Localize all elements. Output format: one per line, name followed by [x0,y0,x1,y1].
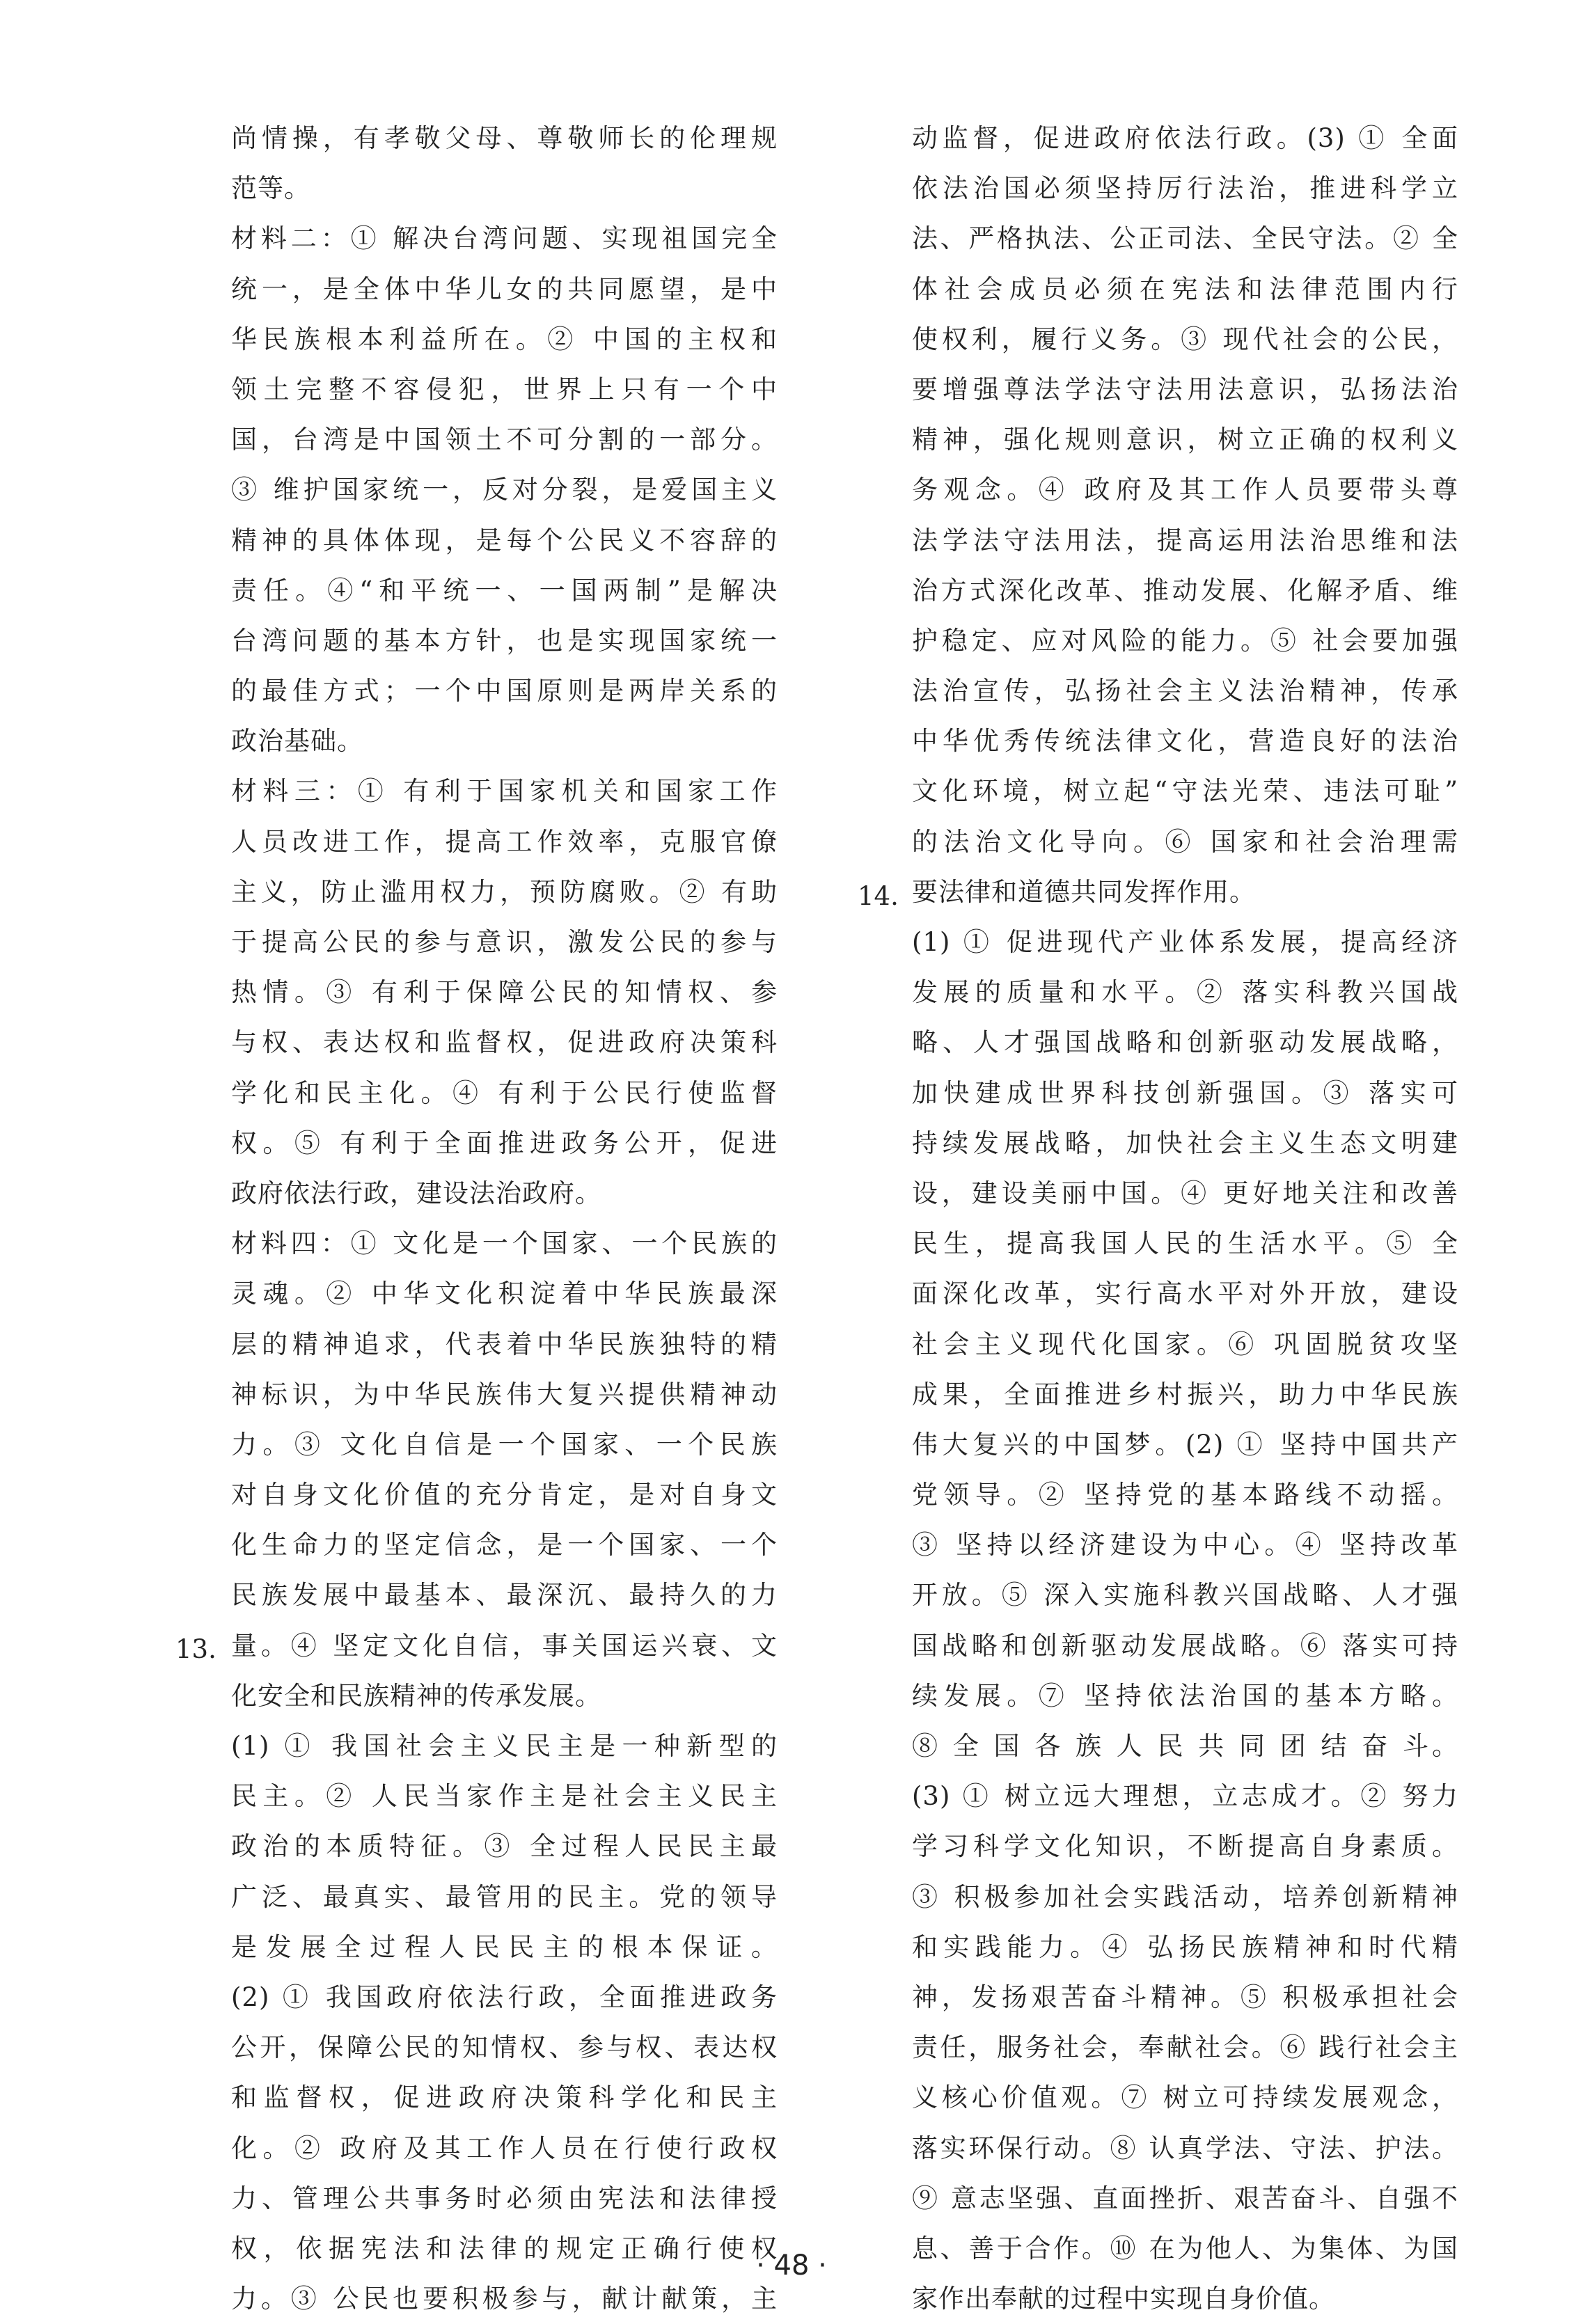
text-line: 家作出奉献的过程中实现自身价值。 [912,2284,1335,2314]
text-line: 热情。③ 有利于保障公民的知情权、参 [231,977,778,1008]
text-line: 化安全和民族精神的传承发展。 [231,1680,601,1711]
text-line: 务观念。④ 政府及其工作人员要带头尊 [912,475,1458,505]
text-line: 于提高公民的参与意识，激发公民的参与 [231,927,778,957]
text-line: 持续发展战略，加快社会主义生态文明建 [912,1128,1458,1158]
text-line: 精神，强化规则意识，树立正确的权利义 [912,425,1458,455]
text-line: ③ 坚持以经济建设为中心。④ 坚持改革 [912,1530,1458,1560]
text-line: 人员改进工作，提高工作效率，克服官僚 [231,826,778,857]
text-line: ⑧ 全 国 各 族 人 民 共 同 团 结 奋 斗。 [912,1731,1458,1761]
text-line: 国，台湾是中国领土不可分割的一部分。 [231,425,778,455]
text-line: 广泛、最真实、最管用的民主。党的领导 [231,1881,778,1912]
text-line: 护稳定、应对风险的能力。⑤ 社会要加强 [912,625,1458,656]
text-line: 成果，全面推进乡村振兴，助力中华民族 [912,1379,1458,1409]
text-line: 责任。④“和平统一、一国两制”是解决 [231,575,778,606]
text-line: 体社会成员必须在宪法和法律范围内行 [912,274,1458,304]
text-line: 息、善于合作。⑩ 在为他人、为集体、为国 [912,2233,1458,2263]
text-line: 化生命力的坚定信念，是一个国家、一个 [231,1530,778,1560]
text-line: 使权利，履行义务。③ 现代社会的公民， [912,324,1458,354]
page-number: · 48 · [756,2250,827,2282]
text-line: 政治的本质特征。③ 全过程人民民主最 [231,1831,778,1862]
text-line: 落实环保行动。⑧ 认真学法、守法、护法。 [912,2133,1458,2163]
text-line: 是发展全过程人民民主的根本保证。 [231,1931,778,1962]
text-line: 文化环境，树立起“守法光荣、违法可耻” [912,776,1458,807]
text-line: (1) ① 促进现代产业体系发展，提高经济 [912,927,1458,957]
text-line: 法、严格执法、公正司法、全民守法。② 全 [912,223,1458,254]
right-text-column [912,113,1458,2324]
text-line: 中华优秀传统法律文化，营造良好的法治 [912,726,1458,757]
text-line: 主义，防止滥用权力，预防腐败。② 有助 [231,876,778,907]
text-line: 社会主义现代化国家。⑥ 巩固脱贫攻坚 [912,1329,1458,1359]
text-line: 材料四：① 文化是一个国家、一个民族的 [231,1228,778,1259]
text-line: 要增强尊法学法守法用法意识，弘扬法治 [912,374,1458,404]
text-line: 统一，是全体中华儿女的共同愿望，是中 [231,274,778,304]
text-line: (3) ① 树立远大理想，立志成才。② 努力 [912,1781,1458,1812]
text-line: ③ 积极参加社会实践活动，培养创新精神 [912,1881,1458,1912]
left-text-column [231,113,778,2324]
text-line: 材料三：① 有利于国家机关和国家工作 [231,776,778,807]
text-line: 加快建成世界科技创新强国。③ 落实可 [912,1077,1458,1108]
text-line: 灵魂。② 中华文化积淀着中华民族最深 [231,1279,778,1309]
text-line: 党领导。② 坚持党的基本路线不动摇。 [912,1480,1458,1510]
text-line: 民族发展中最基本、最深沉、最持久的力 [231,1580,778,1611]
text-line: 范等。 [231,173,310,204]
text-line: 力。③ 文化自信是一个国家、一个民族 [231,1429,778,1460]
text-line: 力、管理公共事务时必须由宪法和法律授 [231,2183,778,2213]
text-line: 材料二：① 解决台湾问题、实现祖国完全 [231,223,778,254]
text-line: 设，建设美丽中国。④ 更好地关注和改善 [912,1178,1458,1208]
text-line: 开放。⑤ 深入实施科教兴国战略、人才强 [912,1580,1458,1611]
text-line: 民主。② 人民当家作主是社会主义民主 [231,1781,778,1812]
text-line: 法学法守法用法，提高运用法治思维和法 [912,525,1458,555]
text-line: 国战略和创新驱动发展战略。⑥ 落实可持 [912,1630,1458,1661]
text-line: 量。④ 坚定文化自信，事关国运兴衰、文 [231,1630,778,1661]
text-line: 政治基础。 [231,726,363,757]
text-line: 治方式深化改革、推动发展、化解矛盾、维 [912,575,1458,606]
text-line: 的最佳方式；一个中国原则是两岸关系的 [231,676,778,706]
question-number-13: 13. [175,1634,216,1664]
text-line: 权，依据宪法和法律的规定正确行使权 [231,2233,778,2263]
text-line: 面深化改革，实行高水平对外开放，建设 [912,1279,1458,1309]
text-line: 神标识，为中华民族伟大复兴提供精神动 [231,1379,778,1409]
text-line: 华民族根本利益所在。② 中国的主权和 [231,324,778,354]
text-line: 要法律和道德共同发挥作用。 [912,876,1256,907]
text-line: ③ 维护国家统一，反对分裂，是爱国主义 [231,475,778,505]
text-line: 法治宣传，弘扬社会主义法治精神，传承 [912,676,1458,706]
text-line: 发展的质量和水平。② 落实科教兴国战 [912,977,1458,1008]
text-line: 政府依法行政，建设法治政府。 [231,1178,601,1208]
text-line: 台湾问题的基本方针，也是实现国家统一 [231,625,778,656]
text-line: 义核心价值观。⑦ 树立可持续发展观念， [912,2082,1458,2113]
text-line: (2) ① 我国政府依法行政，全面推进政务 [231,1982,778,2012]
text-line: 略、人才强国战略和创新驱动发展战略， [912,1027,1458,1058]
text-line: 伟大复兴的中国梦。(2) ① 坚持中国共产 [912,1429,1458,1460]
text-line: 力。③ 公民也要积极参与，献计献策，主 [231,2284,778,2314]
text-line: 和实践能力。④ 弘扬民族精神和时代精 [912,1931,1458,1962]
text-line: 和监督权，促进政府决策科学化和民主 [231,2082,778,2113]
question-number-14: 14. [858,881,899,911]
text-line: 权。⑤ 有利于全面推进政务公开，促进 [231,1128,778,1158]
text-line: 层的精神追求，代表着中华民族独特的精 [231,1329,778,1359]
text-line: 续发展。⑦ 坚持依法治国的基本方略。 [912,1680,1458,1711]
text-line: 与权、表达权和监督权，促进政府决策科 [231,1027,778,1058]
text-line: 动监督，促进政府依法行政。(3) ① 全面 [912,123,1458,153]
text-line: 尚情操，有孝敬父母、尊敬师长的伦理规 [231,123,778,153]
text-line: 学化和民主化。④ 有利于公民行使监督 [231,1077,778,1108]
text-line: 公开，保障公民的知情权、参与权、表达权 [231,2032,778,2063]
text-line: 依法治国必须坚持厉行法治，推进科学立 [912,173,1458,204]
text-line: (1) ① 我国社会主义民主是一种新型的 [231,1731,778,1761]
text-line: 领土完整不容侵犯，世界上只有一个中 [231,374,778,404]
text-line: 化。② 政府及其工作人员在行使行政权 [231,2133,778,2163]
text-line: 民生，提高我国人民的生活水平。⑤ 全 [912,1228,1458,1259]
text-line: 的法治文化导向。⑥ 国家和社会治理需 [912,826,1458,857]
text-line: ⑨ 意志坚强、直面挫折、艰苦奋斗、自强不 [912,2183,1458,2213]
text-line: 对自身文化价值的充分肯定，是对自身文 [231,1480,778,1510]
text-line: 神，发扬艰苦奋斗精神。⑤ 积极承担社会 [912,1982,1458,2012]
text-line: 责任，服务社会，奉献社会。⑥ 践行社会主 [912,2032,1458,2063]
text-line: 学习科学文化知识，不断提高自身素质。 [912,1831,1458,1862]
text-line: 精神的具体体现，是每个公民义不容辞的 [231,525,778,555]
